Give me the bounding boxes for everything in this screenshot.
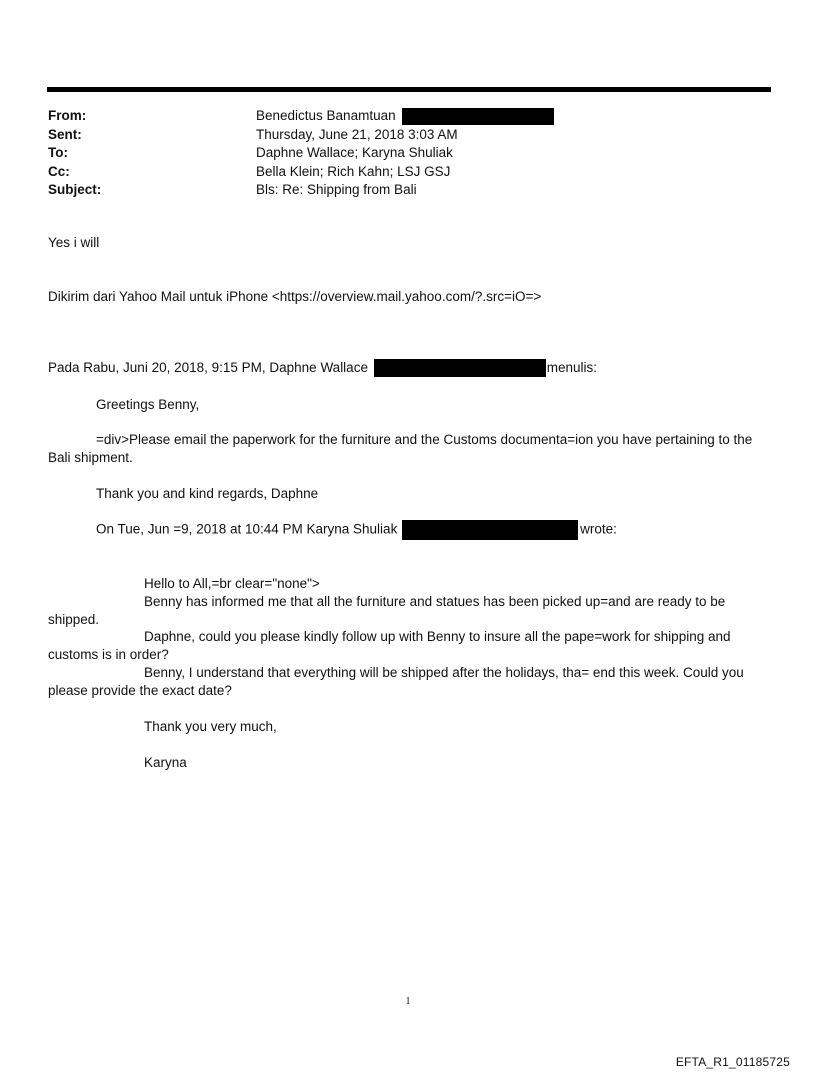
cc-value: Bella Klein; Rich Kahn; LSJ GSJ [256,163,451,179]
inner-quote-intro [96,520,617,540]
redaction-block [402,520,578,540]
request-line-2: Bali shipment. [48,450,133,465]
subject-row [48,181,768,200]
quote-intro-suffix: menulis: [546,360,597,375]
to-label: To: [48,145,68,160]
redaction-block [402,108,554,125]
sent-label: Sent: [48,126,82,142]
quote-intro [48,359,597,377]
cc-row [48,163,768,182]
email-header [48,107,768,200]
inner-quote-intro-text: On Tue, Jun =9, 2018 at 10:44 PM Karyna Shuliak [96,521,398,537]
from-row [48,107,768,126]
para1-line-2: shipped. [48,612,100,627]
page-number: 1 [405,996,411,1007]
para2-line-2: customs is in order? [48,647,169,662]
to-row [48,144,768,163]
header-divider [47,87,771,92]
from-name: Benedictus Banamtuan [256,108,396,123]
from-value [256,107,554,126]
mobile-signature: Dikirim dari Yahoo Mail untuk iPhone <https://overview.mail.yahoo.com/?.src=iO=> [48,289,542,304]
greeting: Greetings Benny, [96,397,200,412]
quote-intro-text: Pada Rabu, Juni 20, 2018, 9:15 PM, Daphne Wallace [48,360,368,375]
subject-value: Bls: Re: Shipping from Bali [256,182,417,197]
sent-value: Thursday, June 21, 2018 3:03 AM [256,126,458,142]
inner-quote-intro-suffix: wrote: [580,521,617,537]
signature-name: Karyna [144,755,187,770]
document-id: EFTA_R1_01185725 [675,1055,790,1069]
cc-label: Cc: [48,163,70,179]
reply-text: Yes i will [48,235,100,250]
para3-line-1: Benny, I understand that everything will be shipped after the holidays, tha= end this week. Could you [144,665,744,680]
para1-line-1: Benny has informed me that all the furniture and statues has been picked up=and are ready to be [144,594,726,609]
closing-line: Thank you very much, [144,719,277,734]
para2-line-1: Daphne, could you please kindly follow up with Benny to insure all the pape=work for shipping and [144,629,731,644]
request-line-1: =div>Please email the paperwork for the furniture and the Customs documenta=ion you have pertaining to the [96,432,753,447]
subject-label: Subject: [48,182,102,197]
thanks-line: Thank you and kind regards, Daphne [96,486,319,501]
hello-line: Hello to All,=br clear="none"> [144,576,320,591]
to-value: Daphne Wallace; Karyna Shuliak [256,145,453,160]
sent-row [48,126,768,145]
para3-line-2: please provide the exact date? [48,683,232,698]
from-label: From: [48,108,87,123]
redaction-block [374,359,546,377]
